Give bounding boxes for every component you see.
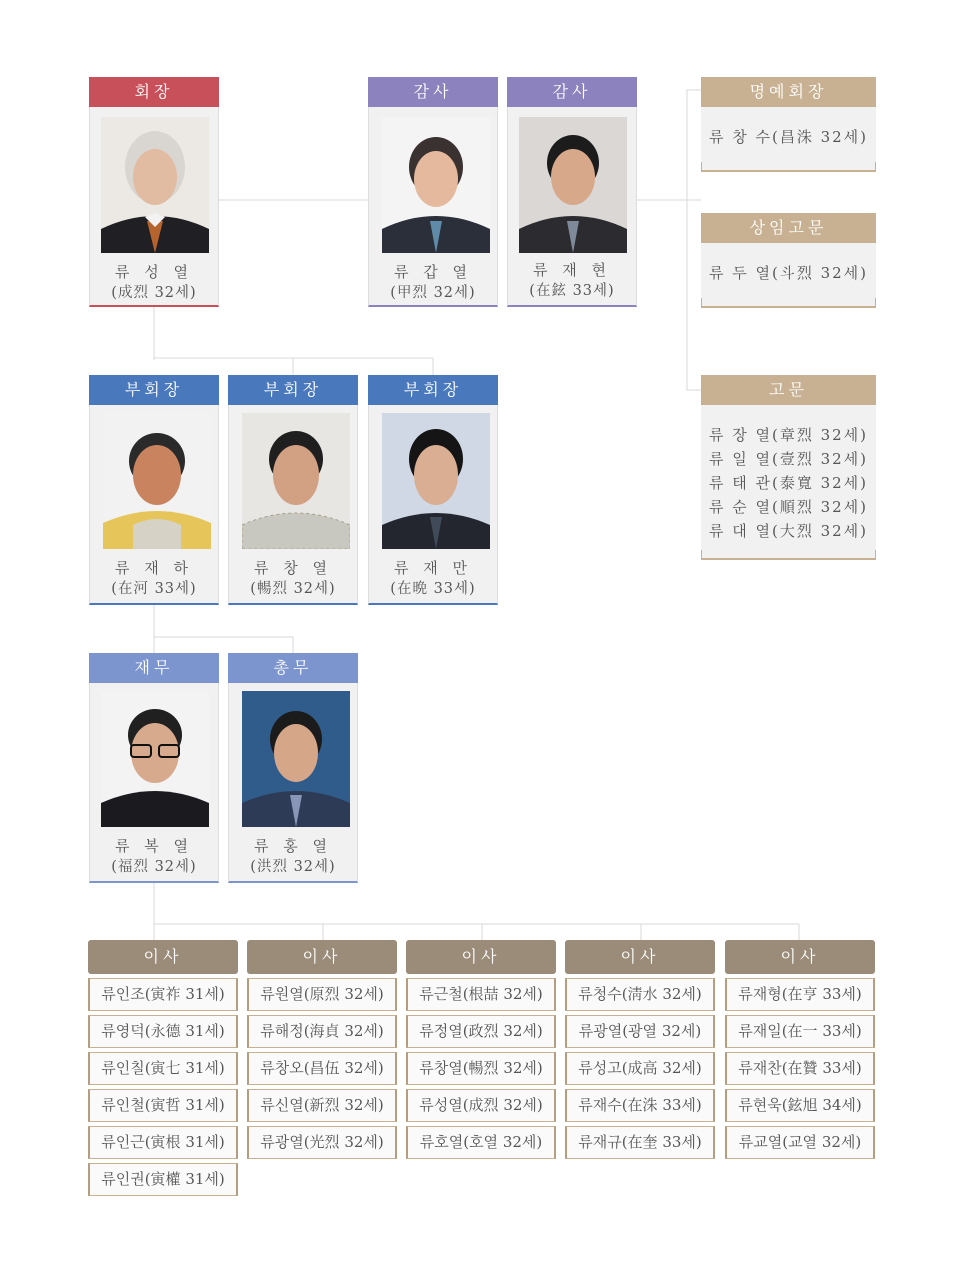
advisor-member: 류 순 열(順烈 32세): [708, 498, 869, 516]
directors-title: 이사: [247, 940, 397, 974]
president-photo: [101, 117, 209, 253]
director-item: 류성열(成烈 32세): [406, 1089, 556, 1122]
auditor-name-2: 류 재 현: [532, 261, 611, 279]
treasurer-card: [89, 653, 219, 883]
directors-title: 이사: [88, 940, 238, 974]
vice-president-name-2: 류 창 열: [253, 559, 332, 577]
standing-advisor-member: 류 두 열(斗烈 32세): [708, 264, 869, 282]
director-item: 류신열(新烈 32세): [247, 1089, 397, 1122]
vice-president-name-1: 류 재 하: [114, 559, 193, 577]
director-item: 류재찬(在贊 33세): [725, 1052, 875, 1085]
advisor-member: 류 일 열(壹烈 32세): [708, 450, 869, 468]
general-affairs-title: 총무: [228, 653, 358, 683]
director-item: 류재형(在亨 33세): [725, 978, 875, 1011]
vice-president-card-2: [228, 375, 358, 605]
president-card: [89, 77, 219, 307]
vice-president-name-3: 류 재 만: [393, 559, 472, 577]
director-item: 류해정(海貞 32세): [247, 1015, 397, 1048]
director-item: 류현욱(鉉旭 34세): [725, 1089, 875, 1122]
director-item: 류재규(在奎 33세): [565, 1126, 715, 1159]
director-item: 류재일(在一 33세): [725, 1015, 875, 1048]
director-item: 류창열(暢烈 32세): [406, 1052, 556, 1085]
director-item: 류재수(在洙 33세): [565, 1089, 715, 1122]
director-item: 류인권(寅權 31세): [88, 1163, 238, 1196]
director-item: 류성고(成高 32세): [565, 1052, 715, 1085]
director-item: 류광열(광열 32세): [565, 1015, 715, 1048]
vice-president-photo-2: [242, 413, 346, 547]
treasurer-name: 류 복 열: [114, 837, 193, 855]
director-item: 류인근(寅根 31세): [88, 1126, 238, 1159]
vice-president-hanja-1: (在河 33세): [111, 581, 197, 597]
auditor-title-1: 감사: [368, 77, 498, 107]
treasurer-hanja: (福烈 32세): [111, 859, 197, 875]
president-title: 회장: [89, 77, 219, 107]
advisor-title: 고문: [701, 375, 876, 405]
auditor-name-1: 류 갑 열: [393, 263, 472, 281]
treasurer-title: 재무: [89, 653, 219, 683]
directors-title: 이사: [725, 940, 875, 974]
director-item: 류청수(淸水 32세): [565, 978, 715, 1011]
directors-column-2: [247, 940, 397, 1159]
advisor-member: 류 장 열(章烈 32세): [708, 426, 869, 444]
advisor-member: 류 대 열(大烈 32세): [708, 522, 869, 540]
advisor-member: 류 태 관(泰寬 32세): [708, 474, 869, 492]
directors-column-3: [406, 940, 556, 1159]
president-hanja: (成烈 32세): [111, 285, 197, 301]
vice-president-hanja-3: (在晩 33세): [390, 581, 476, 597]
vice-president-title-1: 부회장: [89, 375, 219, 405]
president-name: 류 성 열: [114, 263, 193, 281]
director-item: 류영덕(永德 31세): [88, 1015, 238, 1048]
director-item: 류인철(寅哲 31세): [88, 1089, 238, 1122]
auditor-title-2: 감사: [507, 77, 637, 107]
director-item: 류광열(光烈 32세): [247, 1126, 397, 1159]
director-item: 류교열(교열 32세): [725, 1126, 875, 1159]
directors-title: 이사: [406, 940, 556, 974]
standing-advisor-title: 상임고문: [701, 213, 876, 243]
general-affairs-photo: [242, 691, 346, 825]
standing-advisor-box: [701, 213, 876, 308]
director-item: 류인조(寅祚 31세): [88, 978, 238, 1011]
auditor-photo-1: [382, 117, 486, 253]
vice-president-title-2: 부회장: [228, 375, 358, 405]
general-affairs-name: 류 홍 열: [253, 837, 332, 855]
director-item: 류원열(原烈 32세): [247, 978, 397, 1011]
treasurer-photo: [101, 691, 209, 825]
vice-president-card-1: [89, 375, 219, 605]
advisor-box: [701, 375, 876, 560]
directors-title: 이사: [565, 940, 715, 974]
directors-column-4: [565, 940, 715, 1159]
auditor-hanja-2: (在鉉 33세): [529, 283, 615, 299]
vice-president-title-3: 부회장: [368, 375, 498, 405]
general-affairs-card: [228, 653, 358, 883]
honorary-president-member: 류 창 수(昌洙 32세): [708, 128, 869, 146]
honorary-president-box: [701, 77, 876, 172]
vice-president-hanja-2: (暢烈 32세): [250, 581, 336, 597]
vice-president-photo-1: [103, 413, 207, 547]
vice-president-photo-3: [382, 413, 486, 547]
general-affairs-hanja: (洪烈 32세): [250, 859, 336, 875]
vice-president-card-3: [368, 375, 498, 605]
directors-column-1: [88, 940, 238, 1196]
directors-column-5: [725, 940, 875, 1159]
director-item: 류창오(昌伍 32세): [247, 1052, 397, 1085]
director-item: 류호열(호열 32세): [406, 1126, 556, 1159]
auditor-hanja-1: (甲烈 32세): [390, 285, 476, 301]
auditor-photo-2: [519, 117, 627, 253]
director-item: 류근철(根喆 32세): [406, 978, 556, 1011]
director-item: 류인칠(寅七 31세): [88, 1052, 238, 1085]
auditor-card-2: [507, 77, 637, 307]
honorary-president-title: 명예회장: [701, 77, 876, 107]
director-item: 류정열(政烈 32세): [406, 1015, 556, 1048]
auditor-card-1: [368, 77, 498, 307]
